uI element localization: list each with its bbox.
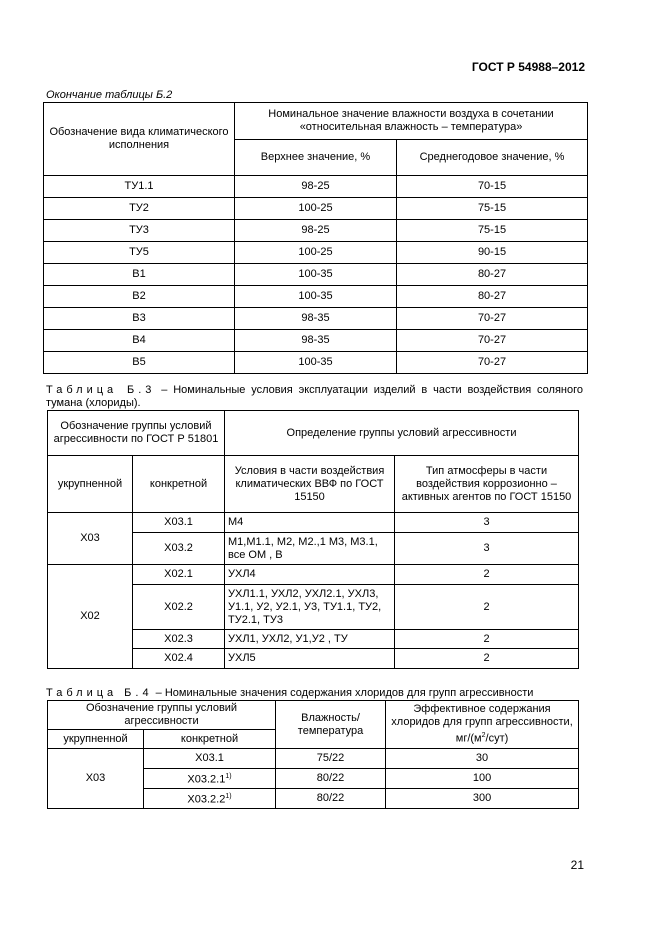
table-b4-caption xyxy=(46,687,583,699)
table-b3-col-enlarged: укрупненной xyxy=(48,456,133,513)
table-b2-cell-designation: В2 xyxy=(44,286,235,308)
table-b2-cell-upper-value: 100-35 xyxy=(235,352,397,374)
table-b3-cell-atmosphere: 2 xyxy=(395,565,579,585)
table-b2-group-header: Номинальное значение влажности воздуха в сочетании «относительная влажность – температура» xyxy=(235,103,588,140)
table-b3-cell-conditions: УХЛ1, УХЛ2, У1,У2 , ТУ xyxy=(225,630,395,649)
table-b3 xyxy=(47,410,579,669)
table-b4-cell-humidity: 80/22 xyxy=(276,769,386,789)
table-b2-cell-designation: ТУ5 xyxy=(44,242,235,264)
table-b2-cell-annual-value: 75-15 xyxy=(397,220,588,242)
table-b4-cell-value: 100 xyxy=(386,769,579,789)
table-b2-cell-annual-value: 70-27 xyxy=(397,352,588,374)
table-b4-cell-specific xyxy=(144,789,276,809)
table-b2-cell-upper-value: 100-35 xyxy=(235,286,397,308)
table-b3-cell-enlarged: Х02 xyxy=(48,565,133,669)
page-number: 21 xyxy=(570,858,584,872)
table-b3-cell-conditions: УХЛ5 xyxy=(225,649,395,669)
table-b2-body xyxy=(44,176,588,374)
table-b3-cell-specific: Х03.2 xyxy=(133,533,225,565)
standard-designation: ГОСТ Р 54988–2012 xyxy=(471,60,585,74)
table-b2-col1-header: Обозначение вида климатического исполнения xyxy=(44,103,235,176)
table-b2-cell-upper-value: 98-35 xyxy=(235,308,397,330)
table-b3-cell-atmosphere: 3 xyxy=(395,513,579,533)
table-b3-cell-atmosphere: 2 xyxy=(395,649,579,669)
table-b2-cell-upper-value: 100-25 xyxy=(235,242,397,264)
table-b2-cell-annual-value: 70-27 xyxy=(397,330,588,352)
table-b3-cell-specific: Х02.1 xyxy=(133,565,225,585)
table-b3-col-conditions: Условия в части воздействия климатических ВВФ по ГОСТ 15150 xyxy=(225,456,395,513)
table-b4-group-header: Обозначение группы условий агрессивности xyxy=(48,701,276,730)
table-b3-cell-specific: Х03.1 xyxy=(133,513,225,533)
table-b4-footnote-mark: 1) xyxy=(225,773,232,781)
table-b2-cell-annual-value: 70-27 xyxy=(397,308,588,330)
table-b4-caption-text: – Номинальные значения содержания хлоридов для групп агрессивности xyxy=(152,687,534,699)
table-b3-col-specific: конкретной xyxy=(133,456,225,513)
table-b4-col-enlarged: укрупненной xyxy=(48,730,144,749)
table-row xyxy=(44,308,588,330)
table-b2-cell-annual-value: 90-15 xyxy=(397,242,588,264)
table-row xyxy=(44,264,588,286)
table-b3-col-atmosphere: Тип атмосферы в части воздействия коррозионно – активных агентов по ГОСТ 15150 xyxy=(395,456,579,513)
table-b2-caption: Окончание таблицы Б.2 xyxy=(46,89,173,101)
table-b2-cell-designation: В5 xyxy=(44,352,235,374)
table-row xyxy=(44,242,588,264)
table-b3-caption xyxy=(46,384,583,410)
table-row xyxy=(44,220,588,242)
table-b2-cell-designation: В3 xyxy=(44,308,235,330)
table-b4-col-effective xyxy=(386,701,579,749)
table-b4-cell-value: 300 xyxy=(386,789,579,809)
table-b3-cell-conditions: М1,М1.1, М2, М2.,1 М3, М3.1, все ОМ , В xyxy=(225,533,395,565)
table-b2-cell-upper-value: 98-35 xyxy=(235,330,397,352)
table-b2-cell-designation: ТУ3 xyxy=(44,220,235,242)
table-b3-caption-label: Таблица Б.3 xyxy=(46,384,156,396)
table-b2-cell-designation: ТУ2 xyxy=(44,198,235,220)
table-b4-col-effective-sup: 2 xyxy=(481,732,486,740)
table-b3-cell-enlarged: Х03 xyxy=(48,513,133,565)
table-b4-cell-value: 30 xyxy=(386,749,579,769)
table-b4-caption-label: Таблица Б.4 xyxy=(46,687,153,699)
table-row xyxy=(44,286,588,308)
table-b2-cell-designation: ТУ1.1 xyxy=(44,176,235,198)
table-b4-specific-label: Х03.2.2 xyxy=(187,793,226,806)
table-row xyxy=(44,330,588,352)
table-b3-body xyxy=(48,513,579,669)
table-b4-specific-label: Х03.2.1 xyxy=(187,773,226,786)
table-b3-cell-conditions: УХЛ4 xyxy=(225,565,395,585)
table-b2-cell-upper-value: 100-25 xyxy=(235,198,397,220)
table-b2-cell-upper-value: 98-25 xyxy=(235,176,397,198)
table-row xyxy=(48,565,579,585)
table-b3-caption-text: – Номинальные условия эксплуатации изделий в части воздействия соляного тумана (хлориды). xyxy=(46,384,583,409)
table-b2-cell-annual-value: 80-27 xyxy=(397,286,588,308)
table-b3-cell-specific: Х02.4 xyxy=(133,649,225,669)
table-b4-col-effective-pre: Эффективное содержания хлоридов для групп агрессивности, мг/(м xyxy=(391,703,573,745)
table-row xyxy=(44,198,588,220)
table-b3-cell-atmosphere: 2 xyxy=(395,585,579,630)
table-b4-cell-humidity: 80/22 xyxy=(276,789,386,809)
table-b2-cell-upper-value: 100-35 xyxy=(235,264,397,286)
table-b3-cell-specific: Х02.3 xyxy=(133,630,225,649)
table-b2-cell-upper-value: 98-25 xyxy=(235,220,397,242)
table-b4-footnote-mark: 1) xyxy=(225,793,232,801)
table-b4-cell-specific xyxy=(144,749,276,769)
table-b3-cell-conditions: УХЛ1.1, УХЛ2, УХЛ2.1, УХЛ3, У1.1, У2, У2.1, У3, ТУ1.1, ТУ2, ТУ2.1, ТУ3 xyxy=(225,585,395,630)
table-row xyxy=(44,352,588,374)
table-b4-col-specific: конкретной xyxy=(144,730,276,749)
table-b2-cell-designation: В4 xyxy=(44,330,235,352)
table-b3-cell-atmosphere: 2 xyxy=(395,630,579,649)
table-b4-cell-specific xyxy=(144,769,276,789)
table-row xyxy=(48,749,579,769)
table-b4-cell-humidity: 75/22 xyxy=(276,749,386,769)
table-b3-cell-conditions: М4 xyxy=(225,513,395,533)
table-b2-cell-annual-value: 75-15 xyxy=(397,198,588,220)
table-b2-cell-annual-value: 80-27 xyxy=(397,264,588,286)
table-b4-col-effective-post: /сут) xyxy=(485,732,509,745)
table-b2-col3-header: Среднегодовое значение, % xyxy=(397,139,588,176)
table-row xyxy=(44,176,588,198)
table-b4 xyxy=(47,700,579,809)
table-b4-cell-enlarged: Х03 xyxy=(48,749,144,809)
table-row xyxy=(48,513,579,533)
table-b4-col-humidity: Влажность/ температура xyxy=(276,701,386,749)
table-b2-col2-header: Верхнее значение, % xyxy=(235,139,397,176)
table-b4-body xyxy=(48,749,579,809)
table-b3-cell-atmosphere: 3 xyxy=(395,533,579,565)
table-b4-specific-label: Х03.1 xyxy=(195,752,224,764)
table-b3-cell-specific: Х02.2 xyxy=(133,585,225,630)
table-b3-group-header: Обозначение группы условий агрессивности по ГОСТ Р 51801 xyxy=(48,411,225,456)
table-b2-cell-annual-value: 70-15 xyxy=(397,176,588,198)
table-b2-cell-designation: В1 xyxy=(44,264,235,286)
table-b2 xyxy=(43,102,588,374)
table-b3-def-header: Определение группы условий агрессивности xyxy=(225,411,579,456)
